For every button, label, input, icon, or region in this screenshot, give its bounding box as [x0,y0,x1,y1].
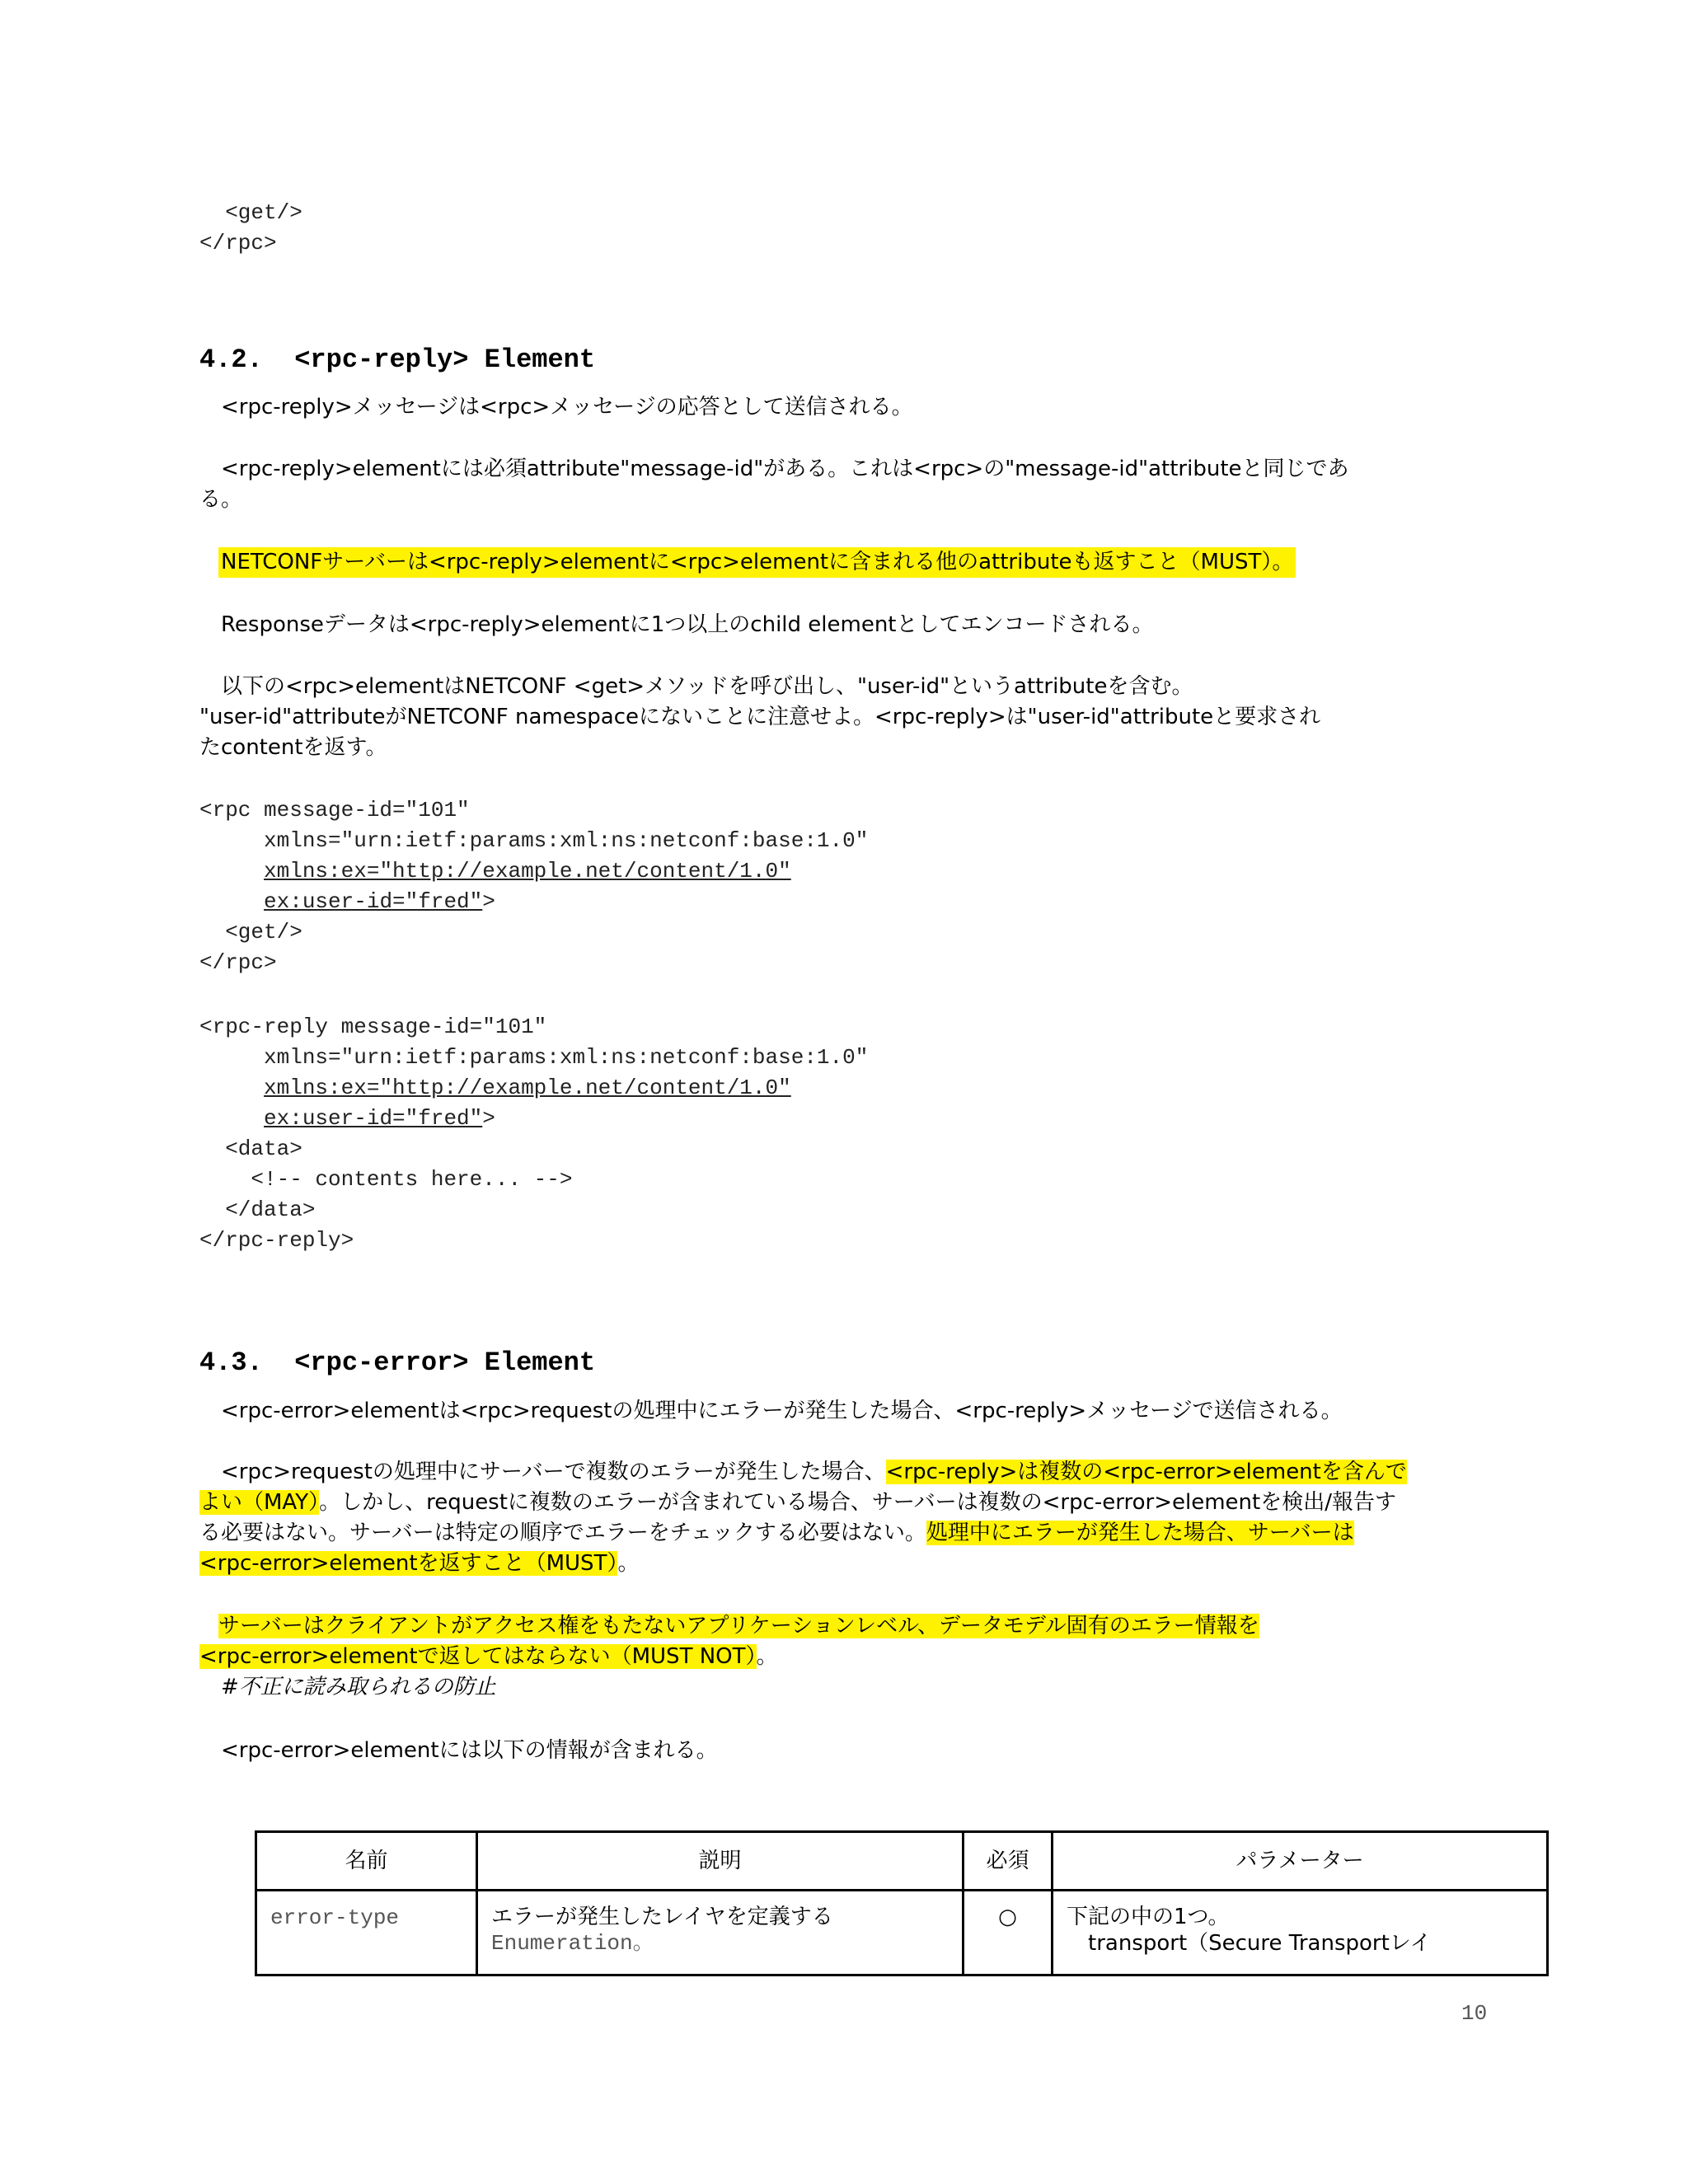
paragraph-continuation: る必要はない。サーバーは特定の順序でエラーをチェックする必要はない。処理中にエラーが発生した場合、サーバーは [199,1521,1354,1545]
user-id-attribute: ex:user-id="fred" [264,1106,483,1131]
code-line [199,856,791,887]
code-line: <rpc message-id="101" [199,798,470,823]
namespace-attribute: xmlns:ex="http://example.net/content/1.0" [264,859,791,883]
highlighted-requirement: 処理中にエラーが発生した場合、サーバーは [926,1521,1354,1545]
cell-name: error-type [256,1891,477,1975]
user-id-attribute: ex:user-id="fred" [264,889,483,914]
cell-parameters: 下記の中の1つ。 transport（Secure Transportレイ [1053,1891,1548,1975]
highlighted-requirement: <rpc-error>elementを返すこと（MUST） [199,1551,618,1576]
code-line: xmlns="urn:ietf:params:xml:ns:netconf:base:1.0" [199,828,869,853]
code-line: </rpc> [199,231,277,255]
paragraph: Responseデータは<rpc-reply>elementに1つ以上のchild elementとしてエンコードされる。 [221,612,1154,637]
header-required: 必須 [964,1832,1053,1891]
cell-required: ○ [964,1891,1053,1975]
code-line: ex:user-id="fred"> [264,889,495,914]
rpc-error-table [255,1830,1549,1976]
code-line: <get/> [199,920,302,944]
paragraph-continuation: る。 [199,487,243,512]
header-name: 名前 [256,1832,477,1891]
code-line: ex:user-id="fred"> [264,1106,495,1131]
paragraph-continuation: <rpc-error>elementで返してはならない（MUST NOT）。 [199,1644,778,1669]
highlighted-requirement: <rpc-error>elementで返してはならない（MUST NOT） [199,1644,757,1669]
code-line: <!-- contents here... --> [199,1167,573,1192]
paragraph: 以下の<rpc>elementはNETCONF <get>メソッドを呼び出し、"user-id"というattributeを含む。 [221,674,1193,699]
paragraph: <rpc-reply>メッセージは<rpc>メッセージの応答として送信される。 [221,395,913,419]
table-header-row [256,1832,1548,1891]
paragraph-continuation: <rpc-error>elementを返すこと（MUST）。 [199,1551,640,1576]
code-line: <rpc-reply message-id="101" [199,1015,547,1039]
paragraph: <rpc>requestの処理中にサーバーで複数のエラーが発生した場合、<rpc-reply>は複数の<rpc-error>elementを含んで [221,1460,1407,1484]
highlighted-requirement: よい（MAY） [199,1490,320,1515]
paragraph-continuation: "user-id"attributeがNETCONF namespaceにないことに注意せよ。<rpc-reply>は"user-id"attributeと要求され [199,705,1321,729]
code-get: <get/> [199,200,302,225]
code-line: </rpc> [199,950,277,975]
cell-description: エラーが発生したレイヤを定義する Enumeration。 [477,1891,964,1975]
highlighted-requirement: サーバーはクライアントがアクセス権をもたないアプリケーションレベル、データモデル固有のエラー情報を [218,1614,1259,1638]
annotation-note: #不正に読み取られるの防止 [221,1675,496,1699]
paragraph: <rpc-error>elementは<rpc>requestの処理中にエラーが発生した場合、<rpc-reply>メッセージで送信される。 [221,1399,1343,1423]
table-row [256,1891,1548,1975]
code-line: </data> [199,1197,316,1222]
section-heading-4-3: 4.3. <rpc-error> Element [199,1347,596,1378]
paragraph [218,1611,1259,1642]
header-description: 説明 [477,1832,964,1891]
paragraph: <rpc-reply>elementには必須attribute"message-id"がある。これは<rpc>の"message-id"attributeと同じであ [221,457,1349,481]
highlighted-requirement: NETCONFサーバーは<rpc-reply>elementに<rpc>elementに含まれる他のattributeも返すこと（MUST）。 [218,547,1296,578]
namespace-attribute: xmlns:ex="http://example.net/content/1.0" [264,1076,791,1100]
section-heading-4-2: 4.2. <rpc-reply> Element [199,344,596,375]
header-parameters: パラメーター [1053,1832,1548,1891]
paragraph-continuation: よい（MAY）。しかし、requestに複数のエラーが含まれている場合、サーバーは複数の<rpc-error>elementを検出/報告す [199,1490,1396,1515]
code-line [199,1073,791,1104]
code-line: </rpc-reply> [199,1228,354,1253]
code-line: <data> [199,1137,302,1161]
page-number: 10 [1461,2001,1488,2026]
paragraph: <rpc-error>elementには以下の情報が含まれる。 [221,1738,718,1763]
code-line [199,198,302,228]
code-line: xmlns="urn:ietf:params:xml:ns:netconf:base:1.0" [199,1045,869,1070]
highlighted-requirement: <rpc-reply>は複数の<rpc-error>elementを含んで [885,1460,1407,1484]
paragraph-continuation: たcontentを返す。 [199,735,387,760]
